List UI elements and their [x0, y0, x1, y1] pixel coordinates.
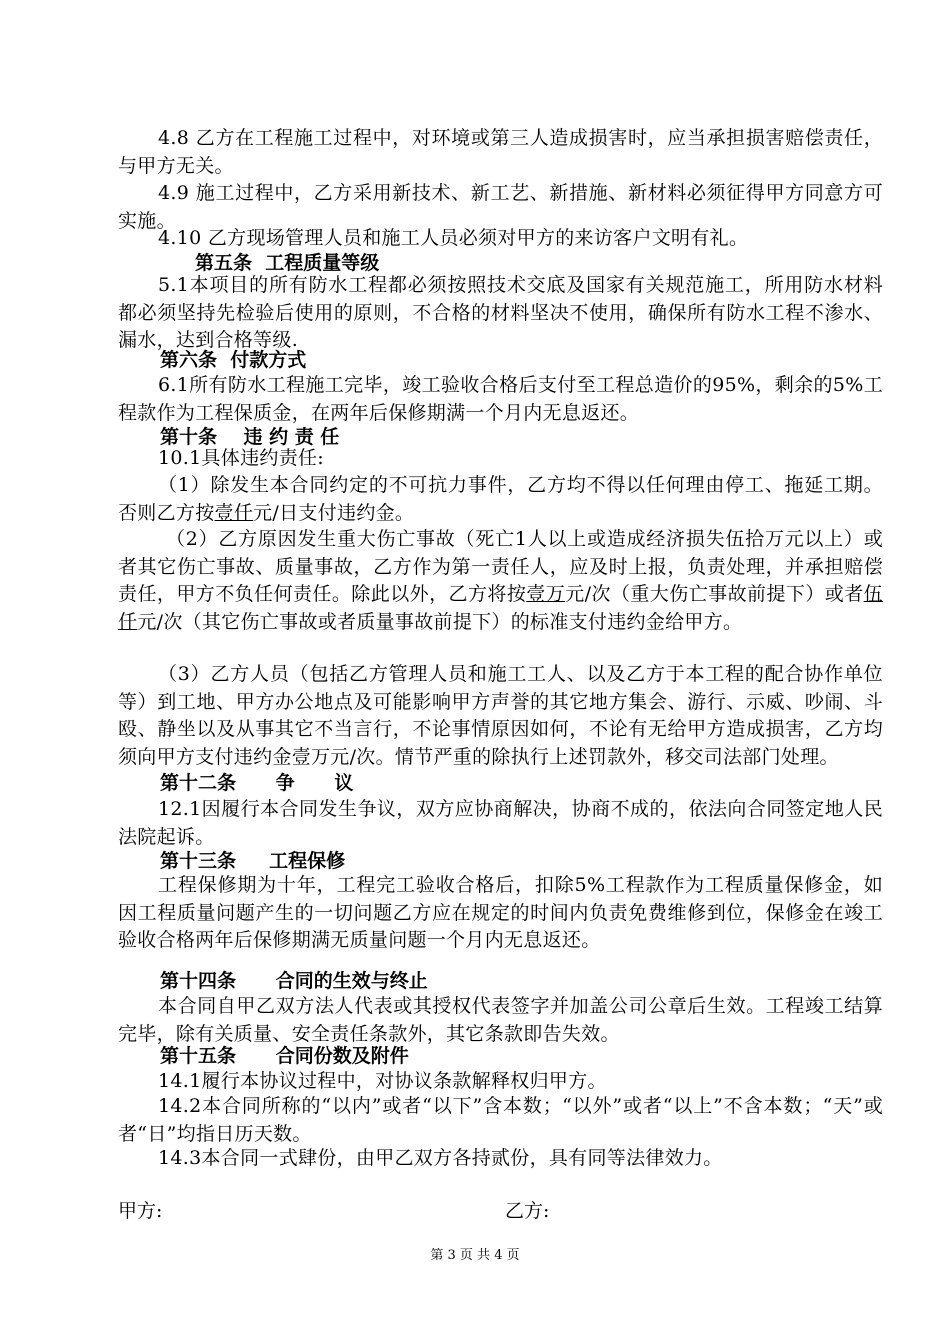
clause-10-1-item-1	[118, 472, 883, 527]
party-a-signature-label: 甲方:	[118, 1200, 163, 1222]
heading-article-12: 第十二条 争 议	[160, 772, 354, 794]
heading-article-14: 第十四条 合同的生效与终止	[160, 970, 428, 992]
heading-article-15: 第十五条 合同份数及附件	[160, 1045, 409, 1067]
clause-10-1: 10.1具体违约责任:	[158, 447, 325, 469]
clause-14-2: 14.2本合同所称的“以内”或者“以下”含本数；“以外”或者“以上”不含本数；“天”或者“日”均指日历天数。	[118, 1095, 883, 1145]
clause-4-9: 4.9 施工过程中，乙方采用新技术、新工艺、新措施、新材料必须征得甲方同意方可实施。	[118, 182, 883, 232]
item-2-text-c: 元/次（其它伤亡事故或者质量事故前提下）的标准支付违约金给甲方。	[137, 610, 743, 633]
item-1-amount: 壹仟	[214, 501, 254, 524]
item-2-text-b: 元/次（重大伤亡事故前提下）或者	[565, 583, 864, 605]
clause-4-8: 4.8 乙方在工程施工过程中，对环境或第三人造成损害时，应当承担损害赔偿责任，与甲方无关。	[118, 127, 883, 177]
item-1-text-b: 元/日支付违约金。	[253, 501, 415, 524]
clause-5-1: 5.1本项目的所有防水工程都必须按照技术交底及国家有关规范施工，所用防水材料都必须坚持先检验后使用的原则，不合格的材料坚决不使用，确保所有防水工程不渗水、漏水，达到合格等级.	[118, 274, 883, 351]
item-2-amount-minor: 伍仟	[118, 583, 883, 633]
heading-article-13: 第十三条 工程保修	[160, 850, 346, 872]
clause-13-warranty: 工程保修期为十年，工程完工验收合格后，扣除5%工程款作为工程质量保修金，如因工程质量问题产生的一切问题乙方应在规定的时间内负责免费维修到位，保修金在竣工验收合格两年后保修期满无质量问题一个月内无息返还。	[118, 874, 883, 951]
page-footer: 第 3 页 共 4 页	[430, 1248, 520, 1263]
clause-12-1: 12.1因履行本合同发生争议，双方应协商解决，协商不成的，依法向合同签定地人民法院起诉。	[118, 798, 883, 848]
item-2-text-a: （2）乙方原因发生重大伤亡事故（死亡1人以上或造成经济损失伍拾万元以上）或者其它伤亡事故、质量事故，乙方作为第一责任人，应及时上报，负责处理，并承担赔偿责任，甲方不负任何责任。除此以外，乙方将按	[118, 528, 883, 605]
clause-4-10: 4.10 乙方现场管理人员和施工人员必须对甲方的来访客户文明有礼。	[158, 227, 749, 249]
item-2-amount-major: 壹万	[526, 583, 566, 605]
heading-article-10: 第十条 违 约 责 任	[160, 426, 340, 448]
clause-6-1: 6.1所有防水工程施工完毕，竣工验收合格后支付至工程总造价的95%，剩余的5%工程款作为工程保质金，在两年后保修期满一个月内无息返还。	[118, 374, 883, 424]
heading-article-6: 第六条 付款方式	[160, 349, 307, 371]
clause-14-effect: 本合同自甲乙双方法人代表或其授权代表签字并加盖公司公章后生效。工程竣工结算完毕，除有关质量、安全责任条款外，其它条款即告失效。	[118, 995, 883, 1045]
clause-14-3: 14.3本合同一式肆份，由甲乙双方各持贰份，具有同等法律效力。	[158, 1147, 723, 1169]
item-1-text-a: （1）除发生本合同约定的不可抗力事件，乙方均不得以任何理由停工、拖延工期。否则乙方按	[118, 474, 883, 524]
clause-10-1-item-2	[118, 526, 883, 636]
party-b-signature-label: 乙方:	[505, 1200, 550, 1222]
clause-14-1: 14.1履行本协议过程中，对协议条款解释权归甲方。	[158, 1070, 607, 1092]
clause-10-1-item-3: （3）乙方人员（包括乙方管理人员和施工工人、以及乙方于本工程的配合协作单位等）到工地、甲方办公地点及可能影响甲方声誉的其它地方集会、游行、示威、吵闹、斗殴、静坐以及从事其它不当言行，不论事情原因如何，不论有无给甲方造成损害，乙方均须向甲方支付违约金壹万元/次。情节严重的除执行上述罚款外，移交司法部门处理。	[118, 663, 883, 768]
heading-article-5: 第五条 工程质量等级	[195, 252, 380, 274]
